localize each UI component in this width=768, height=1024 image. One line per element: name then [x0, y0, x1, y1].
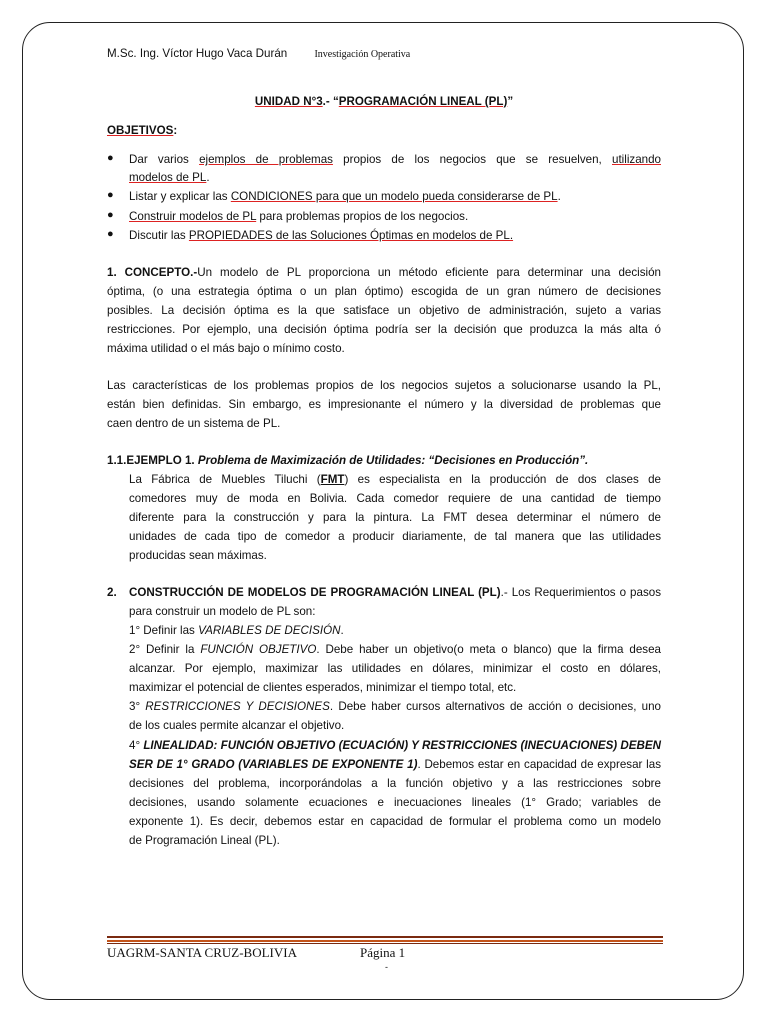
construccion-number: 2. [107, 586, 117, 599]
footer-institution: UAGRM-SANTA CRUZ-BOLIVIA [107, 945, 297, 960]
step-3: 3° RESTRICCIONES Y DECISIONES. Debe haber cursos alternativos de acción o decisiones, uno [129, 700, 662, 713]
objetivos-heading: OBJETIVOS: [107, 124, 178, 137]
bullet-dot-icon: ● [107, 152, 114, 164]
step-2: 2° Definir la FUNCIÓN OBJETIVO. Debe haber un objetivo(o meta o blanco) que la firma desea [129, 643, 661, 656]
header-subject: Investigación Operativa [314, 49, 411, 60]
bullet-dot-icon: ● [107, 209, 114, 221]
step-4: 4° LINEALIDAD: FUNCIÓN OBJETIVO (ECUACIÓN) Y RESTRICCIONES (INECUACIONES) DEBEN [129, 739, 661, 752]
page-header [107, 44, 661, 65]
footer-page-number: Página 1 [360, 945, 406, 960]
bullet-dot-icon: ● [107, 189, 114, 201]
step-1: 1° Definir las VARIABLES DE DECISIÓN. [129, 624, 344, 637]
bullet-dot-icon: ● [107, 228, 114, 240]
footer-rule [107, 940, 663, 942]
footer-rule [107, 936, 663, 938]
header-author: M.Sc. Ing. Víctor Hugo Vaca Durán [107, 47, 288, 60]
ejemplo-heading: 1.1.EJEMPLO 1. Problema de Maximización de Utilidades: “Decisiones en Producción”. [107, 454, 589, 467]
footer-dash: - [385, 962, 388, 972]
unit-title: UNIDAD N°3.- “PROGRAMACIÓN LINEAL (PL)” [254, 95, 514, 108]
construccion-heading: CONSTRUCCIÓN DE MODELOS DE PROGRAMACIÓN LINEAL (PL).- Los Requerimientos o pasos [129, 586, 661, 599]
